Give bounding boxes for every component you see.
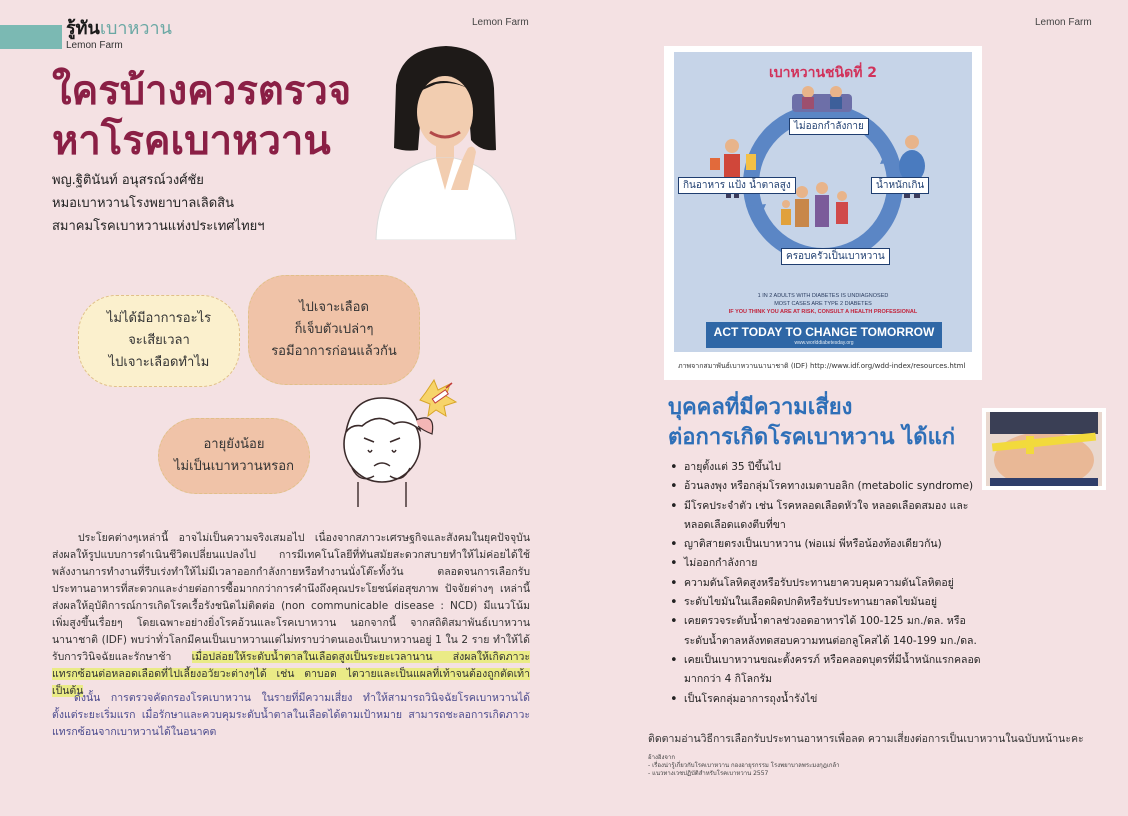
article-title-line1: ใครบ้างควรตรวจ (52, 68, 352, 114)
fine-print-line: 1 IN 2 ADULTS WITH DIABETES IS UNDIAGNOSED (757, 293, 889, 299)
infographic-caption: ภาพจากสมาพันธ์เบาหวานนานาชาติ (IDF) http://www.idf.org/wdd-index/resources.html (678, 362, 966, 370)
list-item: • เคยตรวจระดับน้ำตาลช่วงอดอาหารได้ 100-125 มก./ดล. หรือระดับน้ำตาลหลังทดสอบความทนต่อกลูโคสได้ 140-199 มก./ดล. (668, 612, 988, 651)
bubble-line: จะเสียเวลา (128, 333, 190, 348)
section-color-tab (0, 25, 62, 49)
bubble-line: ไม่ได้มีอาการอะไร (106, 311, 212, 326)
reference-item: - เรื่องน่ารู้เกี่ยวกับโรคเบาหวาน กองอายุรกรรม โรงพยาบาลพระมงกุฎเกล้า (648, 762, 840, 769)
references-title: อ้างอิงจาก (648, 754, 675, 761)
risk-label-no-exercise: ไม่ออกกำลังกาย (789, 118, 869, 135)
bubble-line: อายุยังน้อย (203, 437, 265, 452)
worried-girl-illustration (318, 372, 468, 507)
list-item: • ความดันโลหิตสูงหรือรับประทานยาควบคุมความดันโลหิตอยู่ (668, 574, 988, 593)
list-item: • อ้วนลงพุง หรือกลุ่มโรคทางเมตาบอลิก (metabolic syndrome) (668, 477, 988, 496)
risk-label-family-history: ครอบครัวเป็นเบาหวาน (781, 248, 890, 265)
banner-url: www.worlddiabetesday.org (794, 340, 854, 346)
bubble-line: ก็เจ็บตัวเปล่าๆ (294, 322, 374, 337)
conclusion-paragraph: ดังนั้น การตรวจคัดกรองโรคเบาหวาน ในรายที่มีความเสี่ยง ทำให้สามารถวินิจฉัยโรคเบาหวานได้ตั้งแต่ระยะเริ่มแรก เมื่อรักษาและควบคุมระดับน้ำตาลในเลือดได้ตามเป้าหมาย สามารถชะลอการเกิดภาวะแทรกซ้อนจากเบาหวานได้ในอนาคต (52, 692, 530, 738)
list-item: • ระดับไขมันในเลือดผิดปกติหรือรับประทานยาลดไขมันอยู่ (668, 593, 988, 612)
next-issue-note: ติดตามอ่านวิธีการเลือกรับประทานอาหารเพื่อลด ความเสี่ยงต่อการเป็นเบาหวานในฉบับหน้านะคะ (648, 733, 1084, 745)
highlighted-text: เมื่อปล่อยให้ระดับน้ำตาลในเลือดสูงเป็นระยะเวลานาน ส่งผลให้เกิดภาวะแทรกซ้อนต่อหลอดเลือดที่ไปเลี้ยงอวัยวะต่างๆได้ เช่น ตาบอด ไตวายและเป็นแผลที่เท้าจนต้องถูกตัดเท้า เป็นต้น (52, 651, 530, 697)
author-affiliation: สมาคมโรคเบาหวานแห่งประเทศไทยฯ (52, 219, 265, 234)
speech-bubble-too-young (158, 418, 310, 494)
reference-item: - แนวทางเวชปฏิบัติสำหรับโรคเบาหวาน 2557 (648, 770, 769, 777)
fine-print-warning: IF YOU THINK YOU ARE AT RISK, CONSULT A HEALTH PROFESSIONAL (728, 309, 918, 315)
fine-print-line: MOST CASES ARE TYPE 2 DIABETES (774, 301, 872, 307)
bubble-line: รอมีอาการก่อนแล้วกัน (271, 344, 397, 359)
risk-section-title (668, 393, 978, 453)
references (648, 754, 840, 778)
bubble-line: ไม่เป็นเบาหวานหรอก (174, 459, 294, 474)
author-name: พญ.ฐิตินันท์ อนุสรณ์วงศ์ชัย (52, 173, 204, 188)
column-subtitle: Lemon Farm (66, 40, 123, 51)
speech-bubble-blood-test (248, 275, 420, 385)
list-item: • ไม่ออกกำลังกาย (668, 554, 988, 573)
risk-title-line1: บุคคลที่มีความเสี่ยง (668, 395, 853, 420)
bubble-line: ไปเจาะเลือดทำไม (108, 355, 210, 370)
author-byline (52, 169, 265, 238)
list-item: • ญาติสายตรงเป็นเบาหวาน (พ่อแม่ พี่หรือน้องท้องเดียวกัน) (668, 535, 988, 554)
article-title-line2: หาโรคเบาหวาน (52, 118, 331, 164)
speech-bubble-no-symptoms (78, 295, 240, 387)
infographic-fine-print (674, 292, 972, 316)
list-item: • อายุตั้งแต่ 35 ปีขึ้นไป (668, 458, 988, 477)
waist-measure-photo (982, 408, 1106, 490)
intro-paragraph (52, 530, 530, 700)
risk-factor-list (668, 458, 988, 709)
running-head-left: Lemon Farm (472, 17, 529, 28)
list-item: • เป็นโรคกลุ่มอาการถุงน้ำรังไข่ (668, 690, 988, 709)
infographic-title: เบาหวานชนิดที่ 2 (768, 65, 878, 81)
running-head-right: Lemon Farm (1035, 17, 1092, 28)
author-position: หมอเบาหวานโรงพยาบาลเลิดสิน (52, 196, 234, 211)
banner-text: ACT TODAY TO CHANGE TOMORROW (713, 325, 935, 339)
list-item: • มีโรคประจำตัว เช่น โรคหลอดเลือดหัวใจ หลอดเลือดสมอง และหลอดเลือดแดงตีบที่ขา (668, 497, 988, 536)
bubble-line: ไปเจาะเลือด (299, 300, 369, 315)
risk-title-line2: ต่อการเกิดโรคเบาหวาน ได้แก่ (668, 425, 956, 450)
doctor-photo (356, 40, 531, 240)
intro-text: ประโยคต่างๆเหล่านี้ อาจไม่เป็นความจริงเสมอไป เนื่องจากสภาวะเศรษฐกิจและสังคมในยุคปัจจุบัน ส่งผลให้รูปแบบการดำเนินชีวิตเปลี่ยนแปลงไป การมีเทคโนโลยีที่ทันสมัยสะดวกสบายทำให้ไม่ค่อยได้ใช้พลังงานการทำงานที่รีบเร่งทำให้ไม่มีเวลาออกกำลังกายหรือทำงานนั่งโต๊ะทั้งวัน ตลอดจนการเลือกรับประทานอาหารที่สะดวกและง่ายต่อการซื้อมากกว่าการคำนึงถึงคุณประโยชน์ต่อสุขภาพ ปัจจัยต่างๆ เหล่านี้ ส่งผลให้อุบัติการณ์การเกิดโรคเรื้อรังชนิดไม่ติดต่อ (non communicable disease : NCD) มีแนวโน้มเพิ่มสูงขึ้นเรื่อยๆ โดยเฉพาะอย่างยิ่งโรคอ้วนและโรคเบาหวาน นอกจากนี้ จากสถิติสมาพันธ์เบาหวานนานาชาติ (IDF) พบว่าทั่วโลกมีคนเป็นเบาหวานแต่ไม่ทราบว่าตนเองเป็นเบาหวานอยู่ 1 ใน 2 ราย ทำให้ได้รับการวินิจฉัยและรักษาช้า (52, 532, 530, 663)
risk-label-high-sugar-food: กินอาหาร แป้ง น้ำตาลสูง (678, 177, 796, 194)
article-title (52, 66, 372, 166)
column-title: รู้ทันเบาหวาน (66, 18, 172, 39)
act-today-banner (706, 322, 942, 348)
list-item: • เคยเป็นเบาหวานขณะตั้งครรภ์ หรือคลอดบุตรที่มีน้ำหนักแรกคลอดมากกว่า 4 กิโลกรัม (668, 651, 988, 690)
risk-label-overweight: น้ำหนักเกิน (871, 177, 929, 194)
